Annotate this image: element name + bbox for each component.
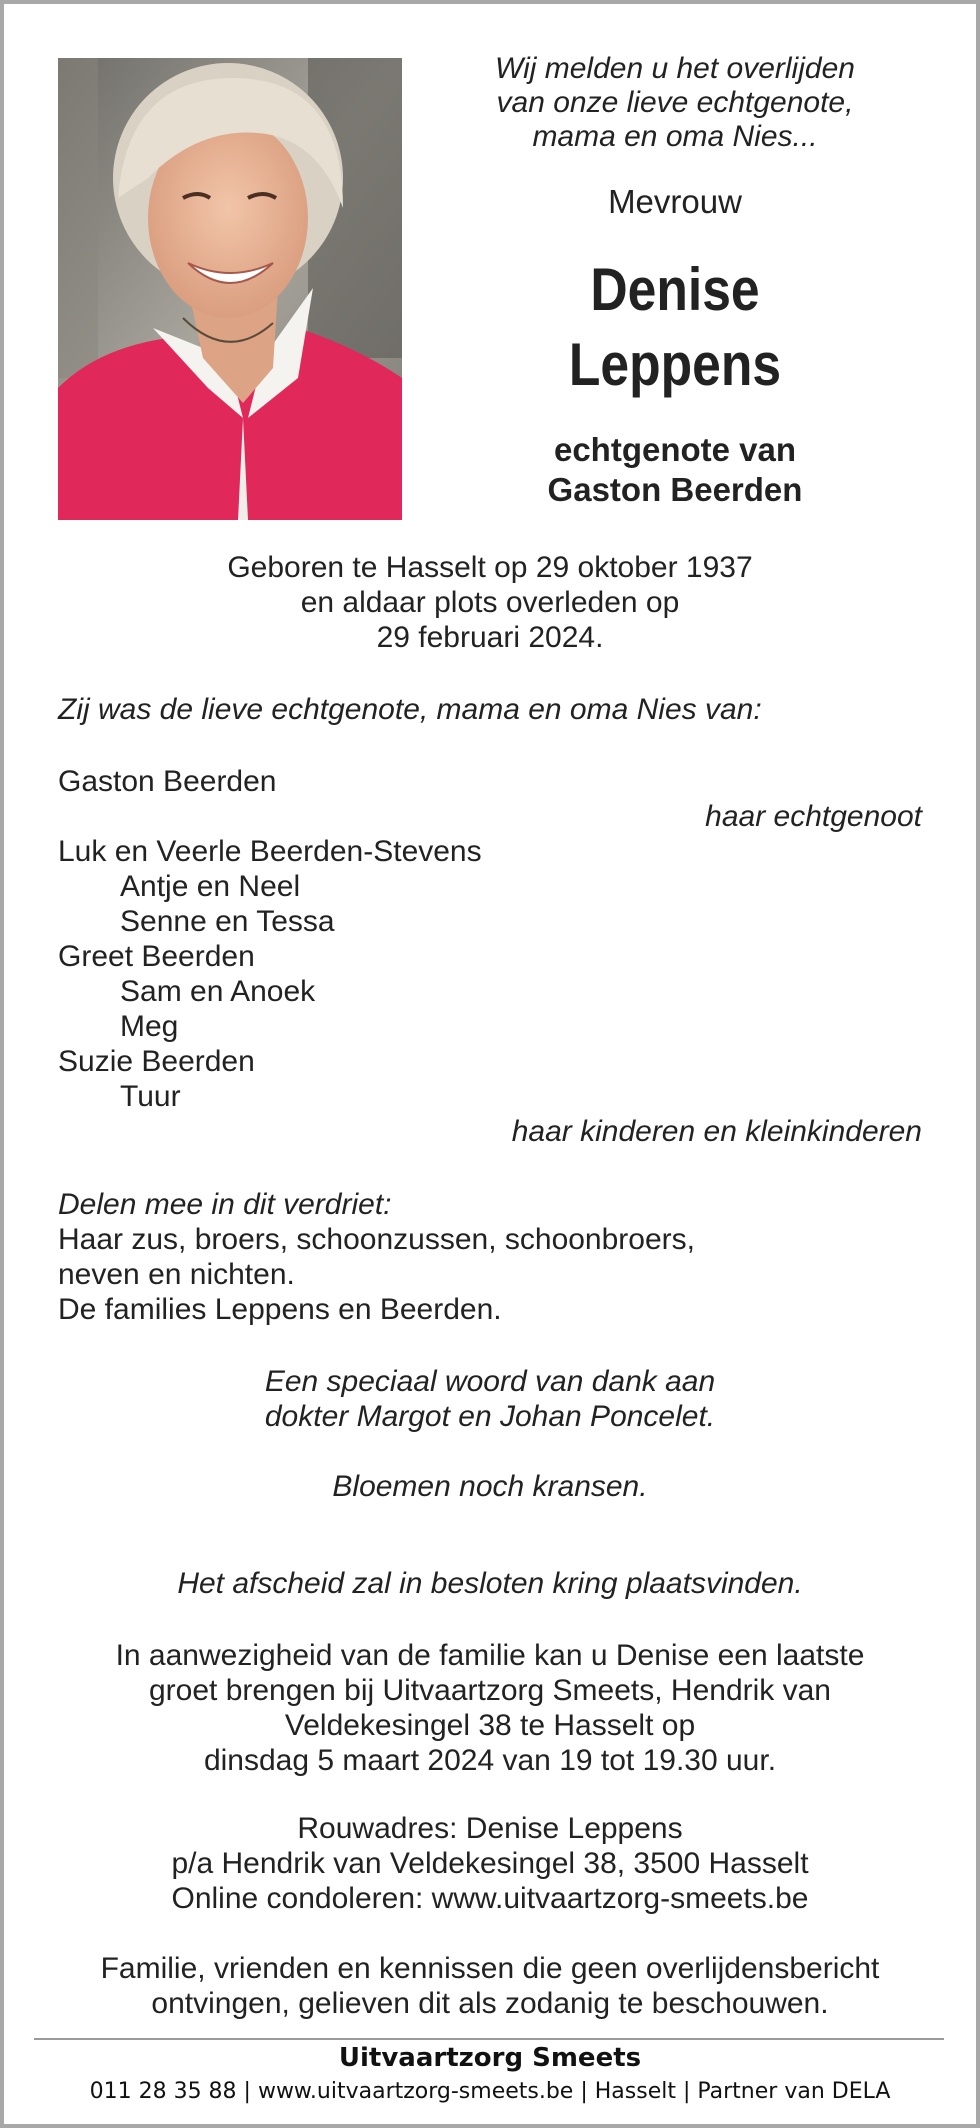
birth-line: 29 februari 2024. <box>376 621 604 654</box>
flowers-note: Bloemen noch kransen. <box>332 1470 648 1503</box>
husband-name: Gaston Beerden <box>58 765 277 798</box>
notice-line: Familie, vrienden en kennissen die geen overlijdensbericht <box>100 1952 880 1985</box>
footer-company: Uitvaartzorg Smeets <box>338 2043 642 2073</box>
footer-contact-info: 011 28 35 88 | www.uitvaartzorg-smeets.be | Hasselt | Partner van DELA <box>89 2079 891 2104</box>
contact-line: p/a Hendrik van Veldekesingel 38, 3500 Hasselt <box>171 1847 809 1880</box>
footer-divider <box>34 2038 944 2040</box>
visit-line: In aanwezigheid van de familie kan u Denise een laatste <box>115 1639 865 1672</box>
birth-death-info <box>58 550 922 655</box>
grandchild-name: Sam en Anoek <box>120 975 316 1008</box>
spouse-label: echtgenote van <box>553 431 797 468</box>
intro-line: van onze lieve echtgenote, <box>496 86 854 119</box>
spouse-name: Gaston Beerden <box>547 471 803 508</box>
portrait-photo <box>58 58 402 520</box>
deceased-name <box>464 252 885 402</box>
spouse-block <box>430 430 920 510</box>
child-name: Greet Beerden <box>58 940 255 973</box>
birth-line: Geboren te Hasselt op 29 oktober 1937 <box>227 551 753 584</box>
last-name: Leppens <box>568 331 782 398</box>
husband-role: haar echtgenoot <box>705 800 922 833</box>
salutation: Mevrouw <box>608 183 742 220</box>
grandchild-name: Antje en Neel <box>120 870 301 903</box>
child-name: Suzie Beerden <box>58 1045 255 1078</box>
first-name: Denise <box>590 256 760 323</box>
intro-text <box>430 52 920 154</box>
children-role: haar kinderen en kleinkinderen <box>511 1115 922 1148</box>
grandchild-name: Meg <box>120 1010 179 1043</box>
intro-line: Wij melden u het overlijden <box>495 52 855 85</box>
notice-line: ontvingen, gelieven dit als zodanig te beschouwen. <box>151 1987 829 2020</box>
visit-line: groet brengen bij Uitvaartzorg Smeets, Hendrik van <box>148 1674 831 1707</box>
sharing-line: Haar zus, broers, schoonzussen, schoonbroers, <box>58 1223 695 1256</box>
sharing-heading: Delen mee in dit verdriet: <box>58 1188 392 1221</box>
child-name: Luk en Veerle Beerden-Stevens <box>58 835 482 868</box>
thanks-line: Een speciaal woord van dank aan <box>264 1365 716 1398</box>
visit-line: dinsdag 5 maart 2024 van 19 tot 19.30 uur. <box>203 1744 777 1777</box>
grandchild-name: Senne en Tessa <box>120 905 335 938</box>
grandchild-name: Tuur <box>120 1080 181 1113</box>
visit-line: Veldekesingel 38 te Hasselt op <box>284 1709 696 1742</box>
family-heading: Zij was de lieve echtgenote, mama en oma Nies van: <box>58 693 762 726</box>
condolence-link[interactable]: Online condoleren: www.uitvaartzorg-smeets.be <box>171 1882 809 1915</box>
intro-line: mama en oma Nies... <box>532 120 818 153</box>
contact-line: Rouwadres: Denise Leppens <box>297 1812 683 1845</box>
sharing-line: neven en nichten. <box>58 1258 295 1291</box>
thanks-line: dokter Margot en Johan Poncelet. <box>264 1400 716 1433</box>
sharing-line: De families Leppens en Beerden. <box>58 1293 502 1326</box>
birth-line: en aldaar plots overleden op <box>300 586 680 619</box>
farewell-note: Het afscheid zal in besloten kring plaatsvinden. <box>177 1567 803 1600</box>
